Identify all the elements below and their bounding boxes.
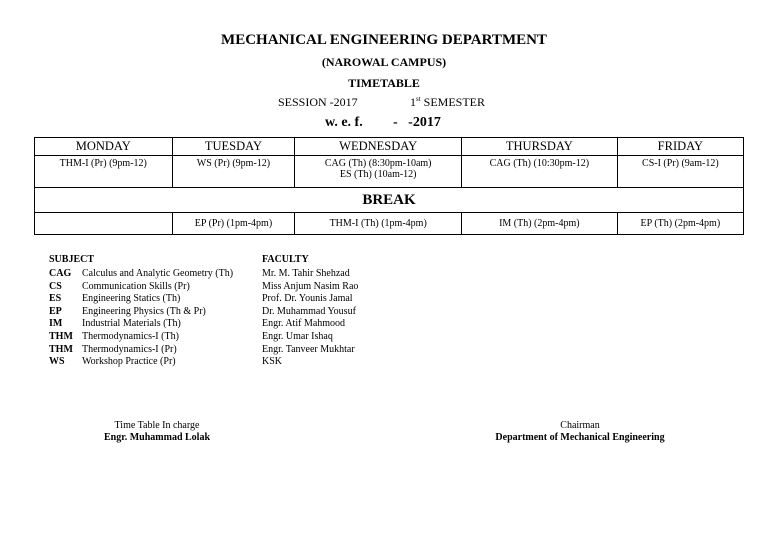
day-header: TUESDAY <box>172 138 295 156</box>
day-header: FRIDAY <box>617 138 743 156</box>
slot-friday-afternoon: EP (Th) (2pm-4pm) <box>617 213 743 235</box>
subject-code: WS <box>49 356 65 368</box>
wef-label: w. e. f. <box>325 115 363 130</box>
break-label: BREAK <box>35 188 744 213</box>
faculty-name: Engr. Tanveer Mukhtar <box>262 343 355 355</box>
faculty-heading: FACULTY <box>262 254 309 265</box>
morning-row <box>35 156 744 188</box>
slot-text: CS-I (Pr) (9am-12) <box>642 158 719 169</box>
signature-role: Chairman <box>560 420 600 431</box>
subject-name: Thermodynamics-I (Pr) <box>82 343 177 355</box>
campus-subtitle: (NAROWAL CAMPUS) <box>321 55 447 69</box>
faculty-name: KSK <box>262 356 283 368</box>
signature-role: Time Table In charge <box>114 420 200 431</box>
slot-wednesday-morning <box>295 156 462 188</box>
faculty-name: Dr. Muhammad Yousuf <box>262 305 356 317</box>
subject-code: THM <box>49 343 73 355</box>
subject-code: ES <box>49 293 62 305</box>
slot-wednesday-afternoon: THM-I (Th) (1pm-4pm) <box>295 213 462 235</box>
legend-item <box>49 318 233 331</box>
subject-name: Industrial Materials (Th) <box>82 318 181 330</box>
day-header-row <box>35 138 744 156</box>
day-header: MONDAY <box>35 138 173 156</box>
subject-legend <box>49 254 233 369</box>
subject-name: Engineering Statics (Th) <box>82 293 181 305</box>
slot-text: THM-I (Pr) (9pm-12) <box>59 158 147 169</box>
faculty-name: Miss Anjum Nasim Rao <box>262 280 359 292</box>
subject-code: CAG <box>49 268 72 279</box>
timetable-incharge-signature <box>60 420 254 443</box>
faculty-name: Mr. M. Tahir Shehzad <box>262 268 350 279</box>
semester-number: 1 <box>410 95 416 109</box>
slot-text: CAG (Th) (10:30pm-12) <box>489 158 590 169</box>
faculty-legend <box>262 254 358 369</box>
slot-tuesday-afternoon: EP (Pr) (1pm-4pm) <box>172 213 295 235</box>
afternoon-row <box>35 213 744 235</box>
signature-name: Department of Mechanical Engineering <box>495 432 665 443</box>
slot-thursday-afternoon: IM (Th) (2pm-4pm) <box>461 213 617 235</box>
slot-friday-morning <box>617 156 743 188</box>
slot-text: WS (Pr) (9pm-12) <box>196 158 271 169</box>
signature-name: Engr. Muhammad Lolak <box>103 432 211 443</box>
wef-year: - -2017 <box>393 115 441 130</box>
legend-item <box>49 281 233 294</box>
legend-item <box>49 293 233 306</box>
subject-heading: SUBJECT <box>49 254 95 265</box>
semester-suffix: st <box>416 95 421 103</box>
faculty-name: Prof. Dr. Younis Jamal <box>262 293 353 305</box>
break-row <box>35 188 744 213</box>
legend-item <box>49 356 233 369</box>
day-header: THURSDAY <box>461 138 617 156</box>
subject-name: Thermodynamics-I (Th) <box>82 330 179 342</box>
slot-text: CAG (Th) (8:30pm-10am) <box>324 158 432 169</box>
semester-label <box>410 95 485 110</box>
session-label: SESSION -2017 <box>278 95 358 109</box>
legend-item <box>49 306 233 319</box>
slot-text: ES (Th) (10am-12) <box>339 169 417 180</box>
chairman-signature <box>480 420 680 443</box>
legend-item <box>49 344 233 357</box>
subject-name: Engineering Physics (Th & Pr) <box>82 305 206 317</box>
subject-code: CS <box>49 280 62 292</box>
subject-code: IM <box>49 318 63 330</box>
subject-name: Workshop Practice (Pr) <box>82 356 176 368</box>
subject-name: Communication Skills (Pr) <box>82 280 190 292</box>
faculty-name: Engr. Umar Ishaq <box>262 330 333 342</box>
slot-monday-afternoon <box>35 213 173 235</box>
legend-item <box>49 268 233 281</box>
subject-name: Calculus and Analytic Geometry (Th) <box>82 268 234 279</box>
legend-item <box>49 331 233 344</box>
subject-code: EP <box>49 305 62 317</box>
semester-text: SEMESTER <box>420 95 486 109</box>
page-title: MECHANICAL ENGINEERING DEPARTMENT <box>221 32 547 48</box>
faculty-name: Engr. Atif Mahmood <box>262 318 346 330</box>
slot-monday-morning <box>35 156 173 188</box>
slot-thursday-morning <box>461 156 617 188</box>
document-type: TIMETABLE <box>348 76 420 90</box>
slot-tuesday-morning <box>172 156 295 188</box>
day-header: WEDNESDAY <box>295 138 462 156</box>
timetable <box>34 137 744 235</box>
subject-code: THM <box>49 330 73 342</box>
